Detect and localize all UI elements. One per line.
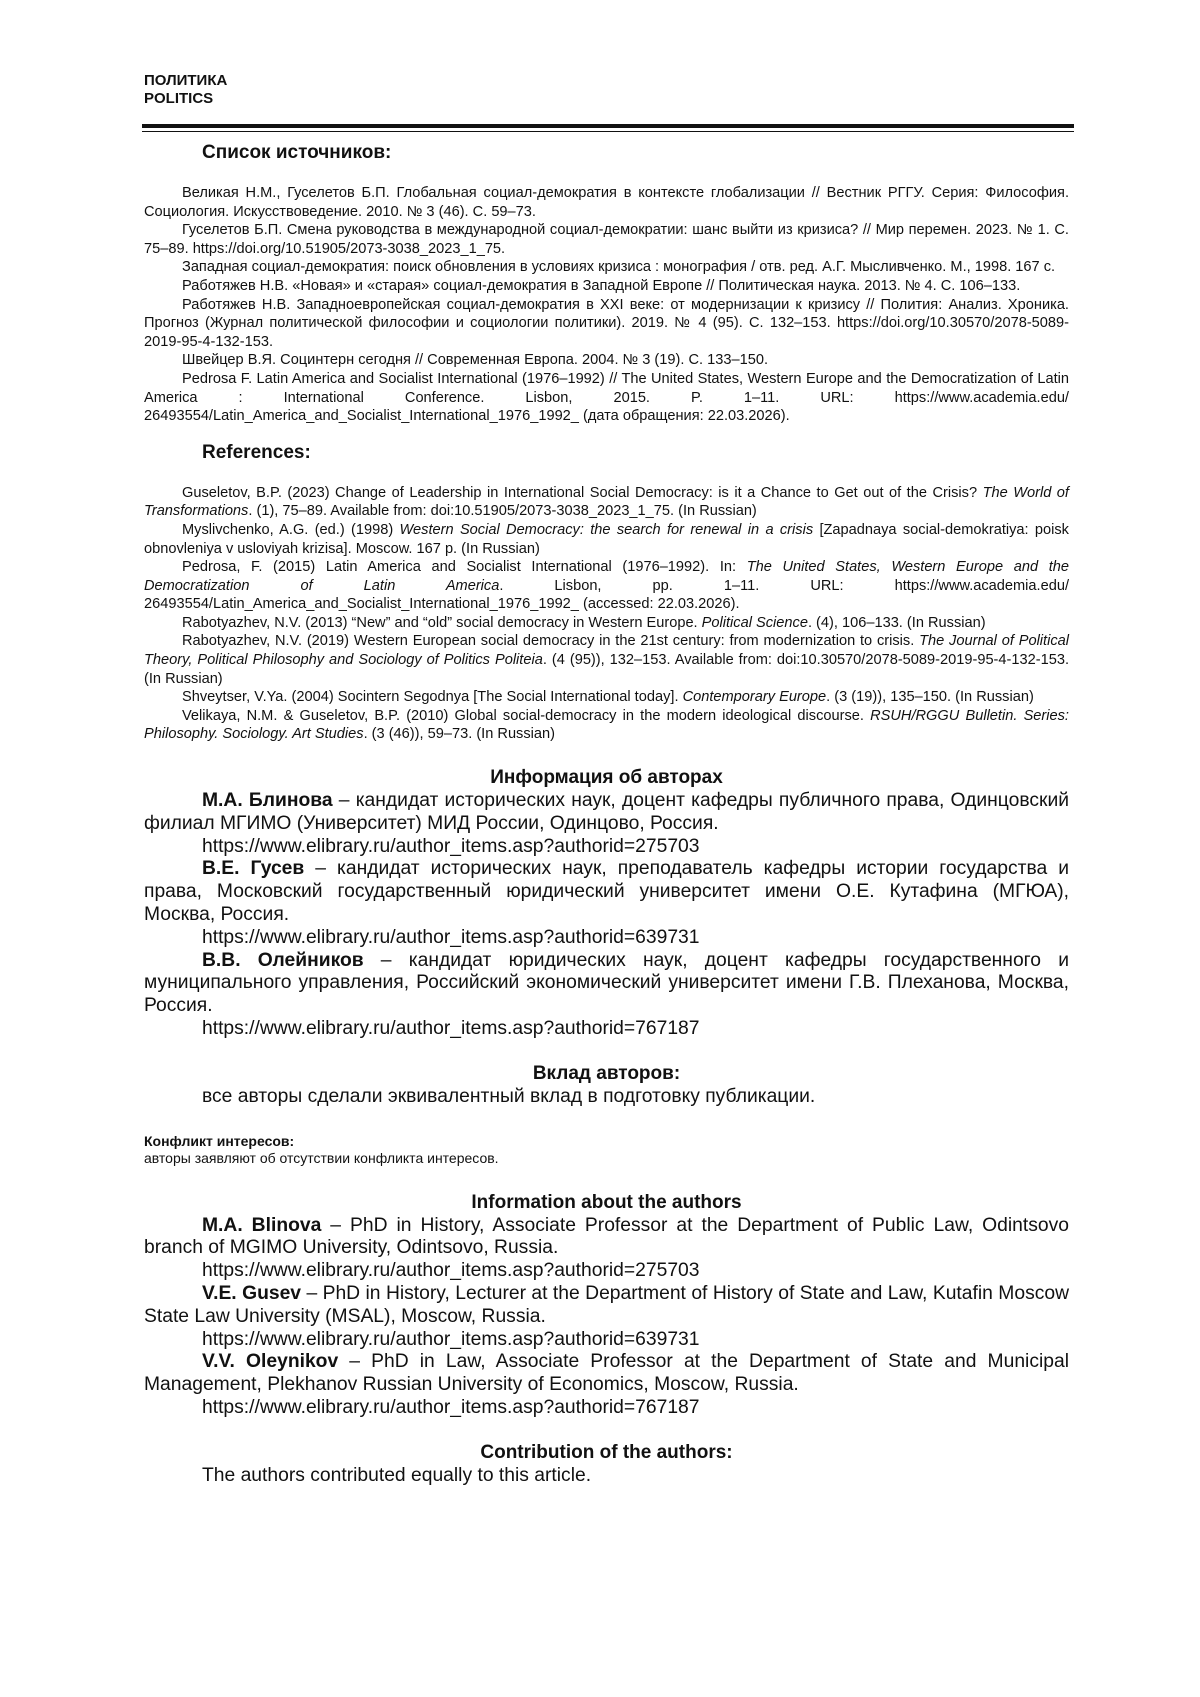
source-item: Великая Н.М., Гуселетов Б.П. Глобальная социал-демократия в контексте глобализации // Вестник РГГУ. Серия: Философия. Социология. Искусствоведение. 2010. № 3 (46). С. 59–73. xyxy=(144,185,1069,220)
source-item: Швейцер В.Я. Социнтерн сегодня // Современная Европа. 2004. № 3 (19). С. 133–150. xyxy=(182,352,769,369)
journal-section-en: POLITICS xyxy=(144,90,214,107)
author-url: https://www.elibrary.ru/author_items.asp?authorid=767187 xyxy=(202,1018,700,1039)
author-entry: М.А. Блинова – кандидат исторических наук, доцент кафедры публичного права, Одинцовский филиал МГИМО (Университет) МИД России, Одинцово, Россия. xyxy=(144,790,1069,834)
reference-item: Myslivchenko, A.G. (ed.) (1998) Western Social Democracy: the search for renewal in a crisis [Zapadnaya social-demokratiya: poisk obnovleniya v usloviyah krizisa]. Moscow. 167 p. (In Russian) xyxy=(144,521,1069,557)
contribution-en-title: Contribution of the authors: xyxy=(480,1441,733,1463)
reference-item: Pedrosa, F. (2015) Latin America and Socialist International (1976–1992). In: The United States, Western Europe and the Democratization of Latin America. Lisbon, pp. 1–11. URL: https://www.academia.edu/ 26493554/Latin_America_and_Socialist_International_1976_1992_ (accessed: 22.03.2026). xyxy=(144,559,1070,613)
author-entry: M.A. Blinova – PhD in History, Associate Professor at the Department of Public Law, Odintsovo branch of MGIMO University, Odintsovo, Russia. xyxy=(144,1214,1069,1259)
author-entry: В.Е. Гусев – кандидат исторических наук, преподаватель кафедры истории государства и права, Московский государственный юридический университет имени О.Е. Кутафина (МГЮА), Москва, Россия. xyxy=(144,858,1069,926)
source-item: Западная социал-демократия: поиск обновления в условиях кризиса : монография / отв. ред. А.Г. Мысливченко. М., 1998. 167 с. xyxy=(182,259,1056,276)
contribution-en-text: The authors contributed equally to this article. xyxy=(202,1464,592,1486)
reference-item: Rabotyazhev, N.V. (2019) Western European social democracy in the 21st century: from modernization to crisis. The Journal of Political Theory, Political Philosophy and Sociology of Politics Politeia. (4 (95)), 132–153. Available from: doi:10.30570/2078-5089-2019-95-4-132-153. (In Russian) xyxy=(144,633,1070,687)
authors-en-title: Information about the authors xyxy=(471,1191,742,1213)
running-head xyxy=(144,72,227,108)
header-rule-thin xyxy=(142,131,1074,132)
source-item: Гуселетов Б.П. Смена руководства в международной социал-демократии: шанс выйти из кризиса? // Мир перемен. 2023. № 1. С. 75–89. https://doi.org/10.51905/2073-3038_2023_1_75. xyxy=(144,222,1069,257)
conflict-ru-title: Конфликт интересов: xyxy=(144,1132,295,1149)
source-item: Работяжев Н.В. «Новая» и «старая» социал-демократия в Западной Европе // Политическая наука. 2013. № 4. С. 106–133. xyxy=(182,277,1021,294)
author-url: https://www.elibrary.ru/author_items.asp?authorid=767187 xyxy=(202,1396,700,1418)
contribution-ru-title: Вклад авторов: xyxy=(532,1062,681,1084)
authors-ru-title: Информация об авторах xyxy=(490,767,723,789)
authors-ru-list xyxy=(144,790,1069,1041)
conflict-ru-text: авторы заявляют об отсутствии конфликта интересов. xyxy=(144,1149,499,1166)
sources-ru-list xyxy=(144,184,1069,426)
contribution-ru-text: все авторы сделали эквивалентный вклад в подготовку публикации. xyxy=(202,1085,816,1107)
journal-section-ru: ПОЛИТИКА xyxy=(144,72,228,89)
author-entry: V.E. Gusev – PhD in History, Lecturer at the Department of History of State and Law, Kutafin Moscow State Law University (MSAL), Moscow, Russia. xyxy=(144,1282,1069,1327)
author-entry: В.В. Олейников – кандидат юридических наук, доцент кафедры государственного и муниципального управления, Российский экономический университет имени Г.В. Плеханова, Москва, Россия. xyxy=(144,949,1069,1017)
reference-item: Velikaya, N.M. & Guseletov, B.P. (2010) Global social-democracy in the modern ideological discourse. RSUH/RGGU Bulletin. Series: Philosophy. Sociology. Art Studies. (3 (46)), 59–73. (In Russian) xyxy=(144,707,1069,743)
sources-ru-title: Список источников: xyxy=(202,142,392,163)
reference-item: Guseletov, B.P. (2023) Change of Leadership in International Social Democracy: is it a Chance to Get out of the Crisis? The World of Transformations. (1), 75–89. Available from: doi:10.51905/2073-3038_2023_1_75. (In Russian) xyxy=(144,484,1069,520)
author-url: https://www.elibrary.ru/author_items.asp?authorid=639731 xyxy=(202,1328,700,1350)
references-en-list xyxy=(144,484,1069,744)
references-en-title: References: xyxy=(202,441,311,463)
page-content xyxy=(144,140,1069,1488)
reference-item: Shveytser, V.Ya. (2004) Socintern Segodnya [The Social International today]. Contemporary Europe. (3 (19)), 135–150. (In Russian) xyxy=(182,689,1034,706)
contribution-en-block xyxy=(144,1465,1069,1488)
author-url: https://www.elibrary.ru/author_items.asp?authorid=275703 xyxy=(202,835,700,857)
contribution-ru-block xyxy=(144,1086,1069,1109)
author-url: https://www.elibrary.ru/author_items.asp?authorid=639731 xyxy=(202,926,700,948)
source-item: Работяжев Н.В. Западноевропейская социал-демократия в XXI веке: от модернизации к кризису // Полития: Анализ. Хроника. Прогноз (Журнал политической философии и социологии политики). 2019. № 4 (95). С. 132–153. https://doi.org/10.30570/2078-5089-2019-95-4-132-153. xyxy=(144,296,1069,350)
reference-item: Rabotyazhev, N.V. (2013) “New” and “old” social democracy in Western Europe. Political Science. (4), 106–133. (In Russian) xyxy=(182,614,986,631)
authors-en-list xyxy=(144,1215,1069,1420)
author-url: https://www.elibrary.ru/author_items.asp?authorid=275703 xyxy=(202,1260,700,1282)
header-rule-thick xyxy=(142,124,1074,128)
source-item: Pedrosa F. Latin America and Socialist International (1976–1992) // The United States, Western Europe and the Democratization of Latin America : International Conference. Lisbon, 2015. P. 1–11. URL: https://www.academia.edu/ 26493554/Latin_America_and_Socialist_International_1976_1992_ (дата обращения: 22.03.2026). xyxy=(144,370,1069,425)
author-entry: V.V. Oleynikov – PhD in Law, Associate Professor at the Department of State and Municipal Management, Plekhanov Russian University of Economics, Moscow, Russia. xyxy=(144,1351,1069,1396)
